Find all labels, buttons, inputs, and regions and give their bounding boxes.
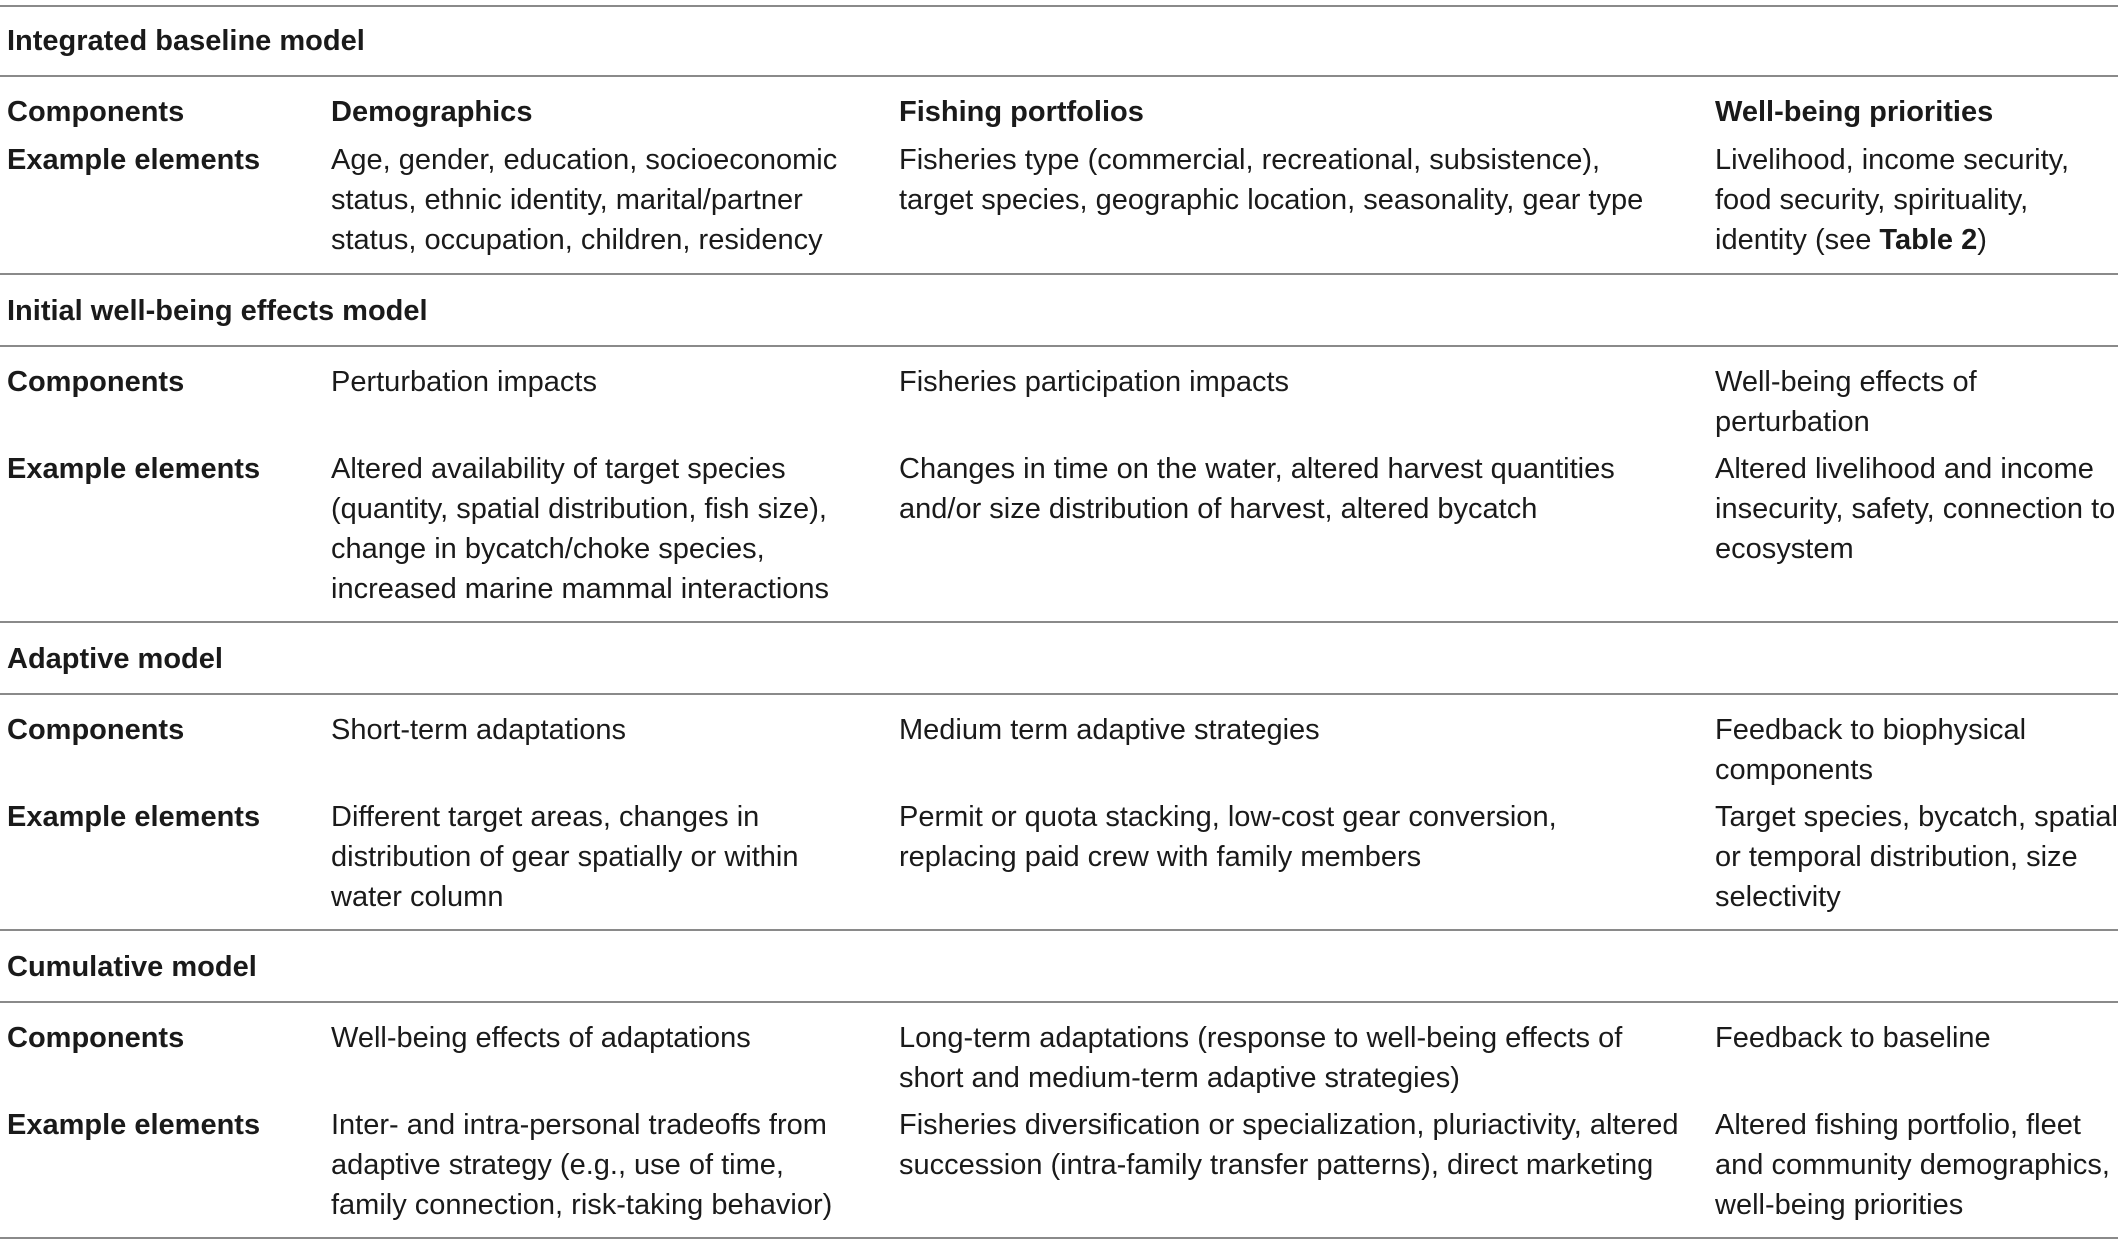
component-cell-col1: Short-term adaptations bbox=[331, 714, 626, 746]
section-title-cumulative-model: Cumulative model bbox=[7, 951, 257, 983]
cell-line: Livelihood, income security, bbox=[1715, 144, 2070, 176]
row-label-components: Components bbox=[7, 714, 185, 746]
column-header-fishing-portfolios: Fishing portfolios bbox=[899, 96, 1144, 128]
component-cell-col3: Feedback to baseline bbox=[1715, 1022, 1991, 1054]
cell-line: Inter- and intra-personal tradeoffs from bbox=[331, 1109, 827, 1141]
cell-line: Well-being effects of bbox=[1715, 366, 1977, 398]
cell-line: and community demographics, bbox=[1715, 1149, 2110, 1181]
example-cell-well-being-priorities bbox=[1715, 140, 2069, 260]
cell-line: water column bbox=[331, 881, 504, 913]
cell-line: ecosystem bbox=[1715, 533, 1854, 565]
cell-line: Permit or quota stacking, low-cost gear conversion, bbox=[899, 801, 1557, 833]
rule-section-3-end bbox=[0, 929, 2118, 931]
cell-line: Altered availability of target species bbox=[331, 453, 786, 485]
cell-line: short and medium-term adaptive strategies) bbox=[899, 1062, 1460, 1094]
example-cell-col2 bbox=[899, 449, 1615, 529]
row-label-components: Components bbox=[7, 1022, 185, 1054]
text-fragment: ) bbox=[1977, 224, 1987, 256]
column-header-demographics: Demographics bbox=[331, 96, 533, 128]
row-label-example-elements: Example elements bbox=[7, 801, 261, 833]
cell-line: Different target areas, changes in bbox=[331, 801, 760, 833]
cell-line: replacing paid crew with family members bbox=[899, 841, 1422, 873]
example-cell-col2 bbox=[899, 1105, 1679, 1185]
component-cell-col1: Perturbation impacts bbox=[331, 366, 597, 398]
component-cell-col2 bbox=[899, 1018, 1622, 1098]
row-label-example-elements: Example elements bbox=[7, 144, 261, 176]
row-label-components: Components bbox=[7, 366, 185, 398]
example-cell-demographics bbox=[331, 140, 837, 260]
cell-line: Fisheries type (commercial, recreational, subsistence), bbox=[899, 144, 1601, 176]
rule-under-section-1-title bbox=[0, 75, 2118, 77]
cell-line: selectivity bbox=[1715, 881, 1841, 913]
rule-bottom bbox=[0, 1237, 2118, 1239]
cell-line: status, ethnic identity, marital/partner bbox=[331, 184, 803, 216]
table-2-reference-link[interactable]: Table 2 bbox=[1879, 224, 1978, 256]
cell-line: Age, gender, education, socioeconomic bbox=[331, 144, 838, 176]
component-cell-col3 bbox=[1715, 710, 2026, 790]
cell-line: Feedback to biophysical bbox=[1715, 714, 2027, 746]
cell-line-with-table-reference bbox=[1715, 220, 2069, 260]
cell-line: Fisheries diversification or specialization, pluriactivity, altered bbox=[899, 1109, 1679, 1141]
component-cell-col2: Fisheries participation impacts bbox=[899, 366, 1290, 398]
cell-line: perturbation bbox=[1715, 406, 1870, 438]
cell-line: or temporal distribution, size bbox=[1715, 841, 2078, 873]
example-cell-col2 bbox=[899, 797, 1557, 877]
row-label-example-elements: Example elements bbox=[7, 453, 261, 485]
cell-line: components bbox=[1715, 754, 1873, 786]
example-cell-fishing-portfolios bbox=[899, 140, 1643, 220]
example-cell-col3 bbox=[1715, 1105, 2110, 1225]
example-cell-col3 bbox=[1715, 797, 2118, 917]
text-fragment: identity (see bbox=[1715, 224, 1880, 256]
example-cell-col1 bbox=[331, 797, 798, 917]
example-cell-col3 bbox=[1715, 449, 2115, 569]
cell-line: Altered livelihood and income bbox=[1715, 453, 2094, 485]
example-cell-col1 bbox=[331, 449, 829, 609]
cell-line: well-being priorities bbox=[1715, 1189, 1964, 1221]
example-cell-col1 bbox=[331, 1105, 832, 1225]
cell-line: Target species, bycatch, spatial bbox=[1715, 801, 2118, 833]
cell-line: Long-term adaptations (response to well-being effects of bbox=[899, 1022, 1623, 1054]
cell-line: Changes in time on the water, altered harvest quantities bbox=[899, 453, 1615, 485]
cell-line: family connection, risk-taking behavior) bbox=[331, 1189, 833, 1221]
rule-under-section-4-title bbox=[0, 1001, 2118, 1003]
cell-line: adaptive strategy (e.g., use of time, bbox=[331, 1149, 784, 1181]
section-title-integrated-baseline: Integrated baseline model bbox=[7, 25, 365, 57]
row-label-components: Components bbox=[7, 96, 185, 128]
cell-line: food security, spirituality, bbox=[1715, 184, 2029, 216]
component-cell-col1: Well-being effects of adaptations bbox=[331, 1022, 751, 1054]
rule-section-2-end bbox=[0, 621, 2118, 623]
component-cell-col2: Medium term adaptive strategies bbox=[899, 714, 1320, 746]
section-title-adaptive-model: Adaptive model bbox=[7, 643, 223, 675]
rule-top bbox=[0, 5, 2118, 7]
cell-line: status, occupation, children, residency bbox=[331, 224, 823, 256]
cell-line: distribution of gear spatially or within bbox=[331, 841, 799, 873]
rule-under-section-2-title bbox=[0, 345, 2118, 347]
rule-section-1-end bbox=[0, 273, 2118, 275]
cell-line: Altered fishing portfolio, fleet bbox=[1715, 1109, 2081, 1141]
cell-line: change in bycatch/choke species, bbox=[331, 533, 765, 565]
rule-under-section-3-title bbox=[0, 693, 2118, 695]
section-title-initial-well-being-effects: Initial well-being effects model bbox=[7, 295, 428, 327]
row-label-example-elements: Example elements bbox=[7, 1109, 261, 1141]
cell-line: insecurity, safety, connection to bbox=[1715, 493, 2116, 525]
component-cell-col3 bbox=[1715, 362, 1977, 442]
cell-line: (quantity, spatial distribution, fish size), bbox=[331, 493, 827, 525]
cell-line: target species, geographic location, seasonality, gear type bbox=[899, 184, 1644, 216]
column-header-well-being-priorities: Well-being priorities bbox=[1715, 96, 1994, 128]
cell-line: and/or size distribution of harvest, altered bycatch bbox=[899, 493, 1538, 525]
cell-line: succession (intra-family transfer patterns), direct marketing bbox=[899, 1149, 1654, 1181]
cell-line: increased marine mammal interactions bbox=[331, 573, 830, 605]
